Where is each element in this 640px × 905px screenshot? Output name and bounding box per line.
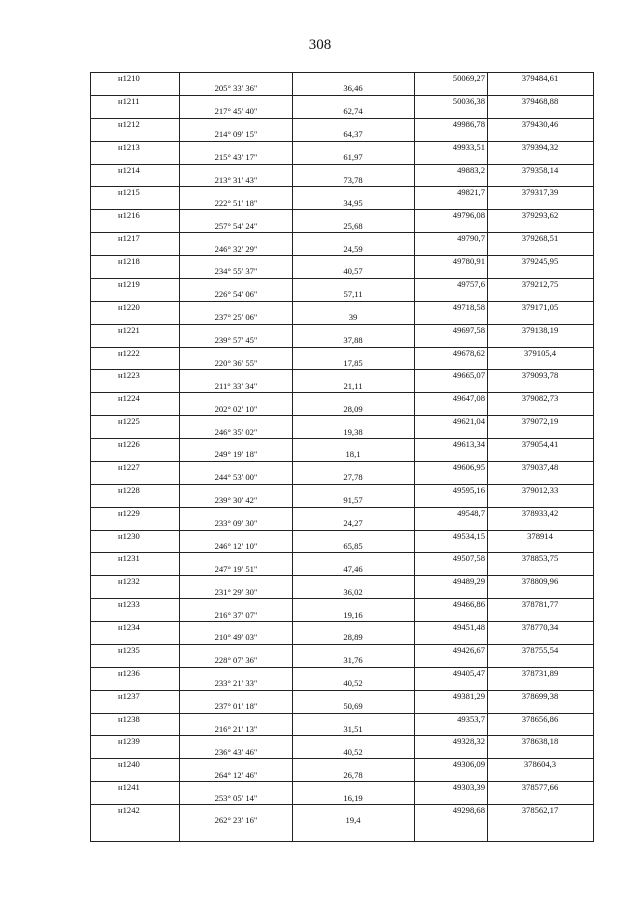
coord-x: 49426,67 bbox=[452, 644, 485, 655]
point-row bbox=[90, 575, 594, 586]
segment-row bbox=[90, 770, 594, 781]
direction-angle: 217° 45' 40" bbox=[214, 106, 258, 117]
segment-row bbox=[90, 701, 594, 712]
point-row bbox=[90, 118, 594, 129]
direction-angle: 247° 19' 51" bbox=[214, 563, 258, 574]
segment-row bbox=[90, 106, 594, 117]
point-id: н1232 bbox=[118, 576, 140, 587]
segment-length: 28,09 bbox=[343, 403, 363, 414]
segment-row bbox=[90, 564, 594, 575]
coord-y: 378731,89 bbox=[521, 667, 559, 678]
segment-row bbox=[90, 610, 594, 621]
point-row bbox=[90, 598, 594, 609]
coord-x: 49613,34 bbox=[452, 439, 485, 449]
coord-x: 49548,7 bbox=[457, 507, 485, 518]
direction-angle: 253° 05' 14" bbox=[214, 792, 258, 803]
direction-angle: 215° 43' 17" bbox=[214, 152, 258, 163]
coord-y: 378809,96 bbox=[521, 576, 559, 587]
point-id: н1222 bbox=[118, 347, 140, 358]
direction-angle: 228° 07' 36" bbox=[214, 655, 258, 666]
coord-x: 50036,38 bbox=[452, 95, 485, 106]
segment-row bbox=[90, 815, 594, 826]
point-id: н1226 bbox=[118, 439, 140, 449]
point-id: н1237 bbox=[118, 690, 140, 701]
segment-length: 36,46 bbox=[343, 83, 363, 94]
direction-angle: 202° 02' 10" bbox=[214, 403, 258, 414]
direction-angle: 233° 09' 30" bbox=[214, 518, 258, 529]
coord-x: 49790,7 bbox=[457, 233, 485, 244]
point-id: н1217 bbox=[118, 233, 140, 244]
point-id: н1212 bbox=[118, 118, 140, 129]
direction-angle: 237° 01' 18" bbox=[214, 701, 258, 712]
point-id: н1236 bbox=[118, 667, 140, 678]
direction-angle: 222° 51' 18" bbox=[214, 197, 258, 208]
point-id: н1228 bbox=[118, 484, 140, 495]
point-id: н1215 bbox=[118, 187, 140, 198]
coord-x: 49595,16 bbox=[452, 484, 485, 495]
direction-angle: 226° 54' 06" bbox=[214, 289, 258, 300]
point-row bbox=[90, 232, 594, 243]
point-id: н1224 bbox=[118, 393, 140, 404]
page-number: 308 bbox=[308, 37, 332, 53]
point-id: н1211 bbox=[118, 95, 140, 106]
point-row bbox=[90, 621, 594, 632]
segment-row bbox=[90, 152, 594, 163]
segment-length: 18,1 bbox=[345, 449, 361, 460]
coord-x: 49353,7 bbox=[457, 713, 485, 724]
coord-x: 49534,15 bbox=[452, 530, 485, 541]
coord-x: 50069,27 bbox=[452, 73, 485, 83]
coord-y: 379293,62 bbox=[521, 210, 559, 221]
coord-x: 49986,78 bbox=[452, 118, 485, 129]
point-id: н1241 bbox=[118, 782, 140, 793]
point-row bbox=[90, 484, 594, 495]
point-row bbox=[90, 324, 594, 335]
coord-x: 49328,32 bbox=[452, 736, 485, 747]
coord-y: 379394,32 bbox=[521, 141, 559, 152]
segment-row bbox=[90, 495, 594, 506]
coord-y: 379430,46 bbox=[521, 118, 559, 129]
segment-length: 91,57 bbox=[343, 495, 363, 506]
point-row bbox=[90, 255, 594, 266]
coord-x: 49933,51 bbox=[452, 141, 485, 152]
direction-angle: 220° 36' 55" bbox=[214, 357, 258, 368]
segment-length: 39 bbox=[348, 312, 358, 323]
segment-row bbox=[90, 266, 594, 277]
segment-row bbox=[90, 655, 594, 666]
point-id: н1231 bbox=[118, 553, 140, 564]
direction-angle: 216° 21' 13" bbox=[214, 723, 258, 734]
point-row bbox=[90, 209, 594, 220]
point-row bbox=[90, 804, 594, 815]
point-row bbox=[90, 507, 594, 518]
point-id: н1213 bbox=[118, 141, 140, 152]
point-id: н1214 bbox=[118, 164, 140, 175]
segment-length: 37,88 bbox=[343, 335, 363, 346]
segment-length: 24,59 bbox=[343, 243, 363, 254]
segment-length: 62,74 bbox=[343, 106, 363, 117]
point-row bbox=[90, 530, 594, 541]
point-id: н1242 bbox=[118, 805, 140, 815]
segment-length: 17,85 bbox=[343, 357, 363, 368]
point-id: н1216 bbox=[118, 210, 140, 221]
coord-y: 379138,19 bbox=[521, 324, 559, 335]
segment-length: 47,46 bbox=[343, 563, 363, 574]
point-row bbox=[90, 644, 594, 655]
coord-y: 378914 bbox=[527, 530, 553, 541]
segment-length: 21,11 bbox=[343, 380, 363, 391]
direction-angle: 205° 33' 36" bbox=[214, 83, 258, 94]
direction-angle: 249° 19' 18" bbox=[214, 449, 258, 460]
point-row bbox=[90, 164, 594, 175]
point-row bbox=[90, 72, 594, 83]
coord-x: 49665,07 bbox=[452, 370, 485, 381]
point-id: н1218 bbox=[118, 256, 140, 266]
point-row bbox=[90, 186, 594, 197]
coord-x: 49883,2 bbox=[457, 164, 485, 175]
segment-row bbox=[90, 541, 594, 552]
point-id: н1221 bbox=[118, 324, 140, 335]
coord-x: 49678,62 bbox=[452, 347, 485, 358]
segment-length: 26,78 bbox=[343, 769, 363, 780]
coord-x: 49757,6 bbox=[457, 278, 485, 289]
segment-row bbox=[90, 449, 594, 460]
coord-y: 379484,61 bbox=[521, 73, 559, 83]
coord-y: 379317,39 bbox=[521, 187, 559, 198]
direction-angle: 246° 32' 29" bbox=[214, 243, 258, 254]
segment-length: 24,27 bbox=[343, 518, 363, 529]
point-row bbox=[90, 690, 594, 701]
point-row bbox=[90, 758, 594, 769]
coord-y: 379082,73 bbox=[521, 393, 559, 404]
direction-angle: 237° 25' 06" bbox=[214, 312, 258, 323]
direction-angle: 246° 35' 02" bbox=[214, 426, 258, 437]
coord-y: 379245,95 bbox=[521, 256, 559, 266]
point-id: н1238 bbox=[118, 713, 140, 724]
point-row bbox=[90, 461, 594, 472]
point-id: н1240 bbox=[118, 759, 140, 770]
direction-angle: 244° 53' 00" bbox=[214, 472, 258, 483]
segment-row bbox=[90, 335, 594, 346]
segment-row bbox=[90, 632, 594, 643]
coord-x: 49606,95 bbox=[452, 461, 485, 472]
coord-x: 49507,58 bbox=[452, 553, 485, 564]
point-row bbox=[90, 713, 594, 724]
segment-length: 64,37 bbox=[343, 129, 363, 140]
coord-y: 378933,42 bbox=[521, 507, 559, 518]
coord-x: 49306,09 bbox=[452, 759, 485, 770]
coord-y: 379037,48 bbox=[521, 461, 559, 472]
coord-y: 378699,38 bbox=[521, 690, 559, 701]
coord-x: 49821,7 bbox=[457, 187, 485, 198]
segment-row bbox=[90, 175, 594, 186]
coord-x: 49718,58 bbox=[452, 301, 485, 312]
segment-length: 28,89 bbox=[343, 632, 363, 643]
segment-length: 65,85 bbox=[343, 540, 363, 551]
point-id: н1223 bbox=[118, 370, 140, 381]
segment-row bbox=[90, 358, 594, 369]
coord-y: 378853,75 bbox=[521, 553, 559, 564]
coord-x: 49381,29 bbox=[452, 690, 485, 701]
point-row bbox=[90, 667, 594, 678]
segment-length: 61,97 bbox=[343, 152, 363, 163]
coord-y: 378656,86 bbox=[521, 713, 559, 724]
point-id: н1235 bbox=[118, 644, 140, 655]
direction-angle: 239° 30' 42" bbox=[214, 495, 258, 506]
segment-length: 19,4 bbox=[345, 815, 361, 826]
segment-length: 73,78 bbox=[343, 174, 363, 185]
direction-angle: 216° 37' 07" bbox=[214, 609, 258, 620]
coordinates-table bbox=[90, 72, 594, 827]
segment-row bbox=[90, 381, 594, 392]
direction-angle: 231° 29' 30" bbox=[214, 586, 258, 597]
coord-y: 378781,77 bbox=[521, 599, 559, 610]
point-id: н1210 bbox=[118, 73, 140, 83]
direction-angle: 234° 55' 37" bbox=[214, 266, 258, 277]
direction-angle: 211° 33' 34" bbox=[214, 380, 258, 391]
point-row bbox=[90, 369, 594, 380]
segment-row bbox=[90, 198, 594, 209]
segment-length: 31,51 bbox=[343, 723, 363, 734]
direction-angle: 239° 57' 45" bbox=[214, 335, 258, 346]
segment-row bbox=[90, 427, 594, 438]
coord-y: 379468,88 bbox=[521, 95, 559, 106]
segment-length: 19,38 bbox=[343, 426, 363, 437]
direction-angle: 233° 21' 33" bbox=[214, 678, 258, 689]
grid-line bbox=[90, 841, 594, 842]
coord-y: 379072,19 bbox=[521, 416, 559, 427]
point-id: н1229 bbox=[118, 507, 140, 518]
segment-row bbox=[90, 472, 594, 483]
segment-length: 25,68 bbox=[343, 220, 363, 231]
point-id: н1233 bbox=[118, 599, 140, 610]
coord-y: 378604,3 bbox=[523, 759, 557, 770]
coord-x: 49621,04 bbox=[452, 416, 485, 427]
coord-y: 378577,66 bbox=[521, 782, 559, 793]
direction-angle: 246° 12' 10" bbox=[214, 540, 258, 551]
coord-y: 379268,51 bbox=[521, 233, 559, 244]
segment-length: 40,52 bbox=[343, 678, 363, 689]
direction-angle: 210° 49' 03" bbox=[214, 632, 258, 643]
segment-row bbox=[90, 518, 594, 529]
point-row bbox=[90, 552, 594, 563]
direction-angle: 257° 54' 24" bbox=[214, 220, 258, 231]
coord-x: 49647,08 bbox=[452, 393, 485, 404]
direction-angle: 214° 09' 15" bbox=[214, 129, 258, 140]
point-id: н1220 bbox=[118, 301, 140, 312]
coord-y: 379093,78 bbox=[521, 370, 559, 381]
coord-x: 49796,08 bbox=[452, 210, 485, 221]
coord-y: 379105,4 bbox=[523, 347, 557, 358]
coord-y: 378562,17 bbox=[521, 805, 559, 815]
coord-x: 49780,91 bbox=[452, 256, 485, 266]
segment-row bbox=[90, 289, 594, 300]
coord-x: 49303,39 bbox=[452, 782, 485, 793]
coord-x: 49489,29 bbox=[452, 576, 485, 587]
point-id: н1230 bbox=[118, 530, 140, 541]
point-id: н1225 bbox=[118, 416, 140, 427]
direction-angle: 262° 23' 16" bbox=[214, 815, 258, 826]
point-id: н1227 bbox=[118, 461, 140, 472]
segment-row bbox=[90, 724, 594, 735]
coord-x: 49451,48 bbox=[452, 622, 485, 632]
coord-y: 379171,05 bbox=[521, 301, 559, 312]
point-row bbox=[90, 301, 594, 312]
segment-row bbox=[90, 747, 594, 758]
point-row bbox=[90, 95, 594, 106]
point-id: н1239 bbox=[118, 736, 140, 747]
segment-row bbox=[90, 83, 594, 94]
point-row bbox=[90, 392, 594, 403]
segment-length: 40,52 bbox=[343, 746, 363, 757]
segment-length: 57,11 bbox=[343, 289, 363, 300]
segment-row bbox=[90, 587, 594, 598]
segment-row bbox=[90, 793, 594, 804]
segment-length: 50,69 bbox=[343, 701, 363, 712]
coord-x: 49697,58 bbox=[452, 324, 485, 335]
segment-length: 16,19 bbox=[343, 792, 363, 803]
point-row bbox=[90, 735, 594, 746]
segment-length: 27,78 bbox=[343, 472, 363, 483]
segment-row bbox=[90, 221, 594, 232]
coord-y: 379012,33 bbox=[521, 484, 559, 495]
coord-y: 378638,18 bbox=[521, 736, 559, 747]
coord-y: 379212,75 bbox=[521, 278, 559, 289]
direction-angle: 264° 12' 46" bbox=[214, 769, 258, 780]
point-row bbox=[90, 278, 594, 289]
point-row bbox=[90, 438, 594, 449]
segment-row bbox=[90, 404, 594, 415]
point-id: н1234 bbox=[118, 622, 140, 632]
coord-x: 49298,68 bbox=[452, 805, 485, 815]
point-row bbox=[90, 347, 594, 358]
segment-length: 19,16 bbox=[343, 609, 363, 620]
coord-x: 49466,86 bbox=[452, 599, 485, 610]
coord-x: 49405,47 bbox=[452, 667, 485, 678]
point-row bbox=[90, 415, 594, 426]
point-row bbox=[90, 781, 594, 792]
segment-row bbox=[90, 678, 594, 689]
coord-y: 379054,41 bbox=[521, 439, 559, 449]
direction-angle: 213° 31' 43" bbox=[214, 174, 258, 185]
segment-length: 34,95 bbox=[343, 197, 363, 208]
direction-angle: 236° 43' 46" bbox=[214, 746, 258, 757]
point-id: н1219 bbox=[118, 278, 140, 289]
coord-y: 378755,54 bbox=[521, 644, 559, 655]
coord-y: 378770,34 bbox=[521, 622, 559, 632]
segment-length: 40,57 bbox=[343, 266, 363, 277]
segment-length: 31,76 bbox=[343, 655, 363, 666]
segment-row bbox=[90, 129, 594, 140]
segment-row bbox=[90, 312, 594, 323]
segment-row bbox=[90, 244, 594, 255]
point-row bbox=[90, 141, 594, 152]
coord-y: 379358,14 bbox=[521, 164, 559, 175]
segment-length: 36,02 bbox=[343, 586, 363, 597]
